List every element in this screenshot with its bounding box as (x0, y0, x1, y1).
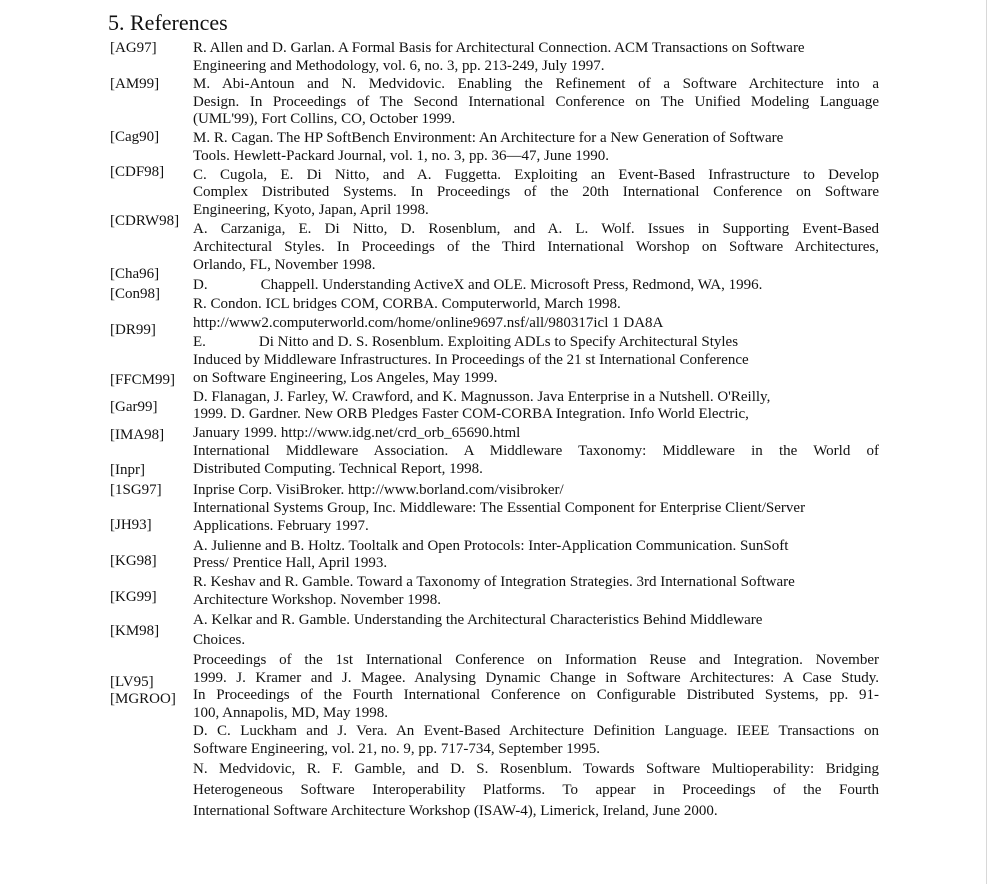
citation-key: [JH93] (110, 517, 152, 533)
citation-key: [Inpr] (110, 462, 145, 478)
reference-line: Orlando, FL, November 1998. (193, 257, 376, 273)
reference-text: Di Nitto and D. S. Rosenblum. Exploiting ADLs to Specify Architectural Styles (258, 334, 739, 350)
citation-key: [AG97] (110, 40, 157, 56)
reference-line: Software Engineering, vol. 21, no. 9, pp. 717-734, September 1995. (193, 741, 601, 757)
reference-line: A. Carzaniga, E. Di Nitto, D. Rosenblum, and A. L. Wolf. Issues in Supporting Event-Based (193, 221, 879, 237)
reference-text: Chappell. Understanding ActiveX and OLE. Microsoft Press, Redmond, WA, 1996. (260, 277, 763, 293)
reference-line: Engineering, Kyoto, Japan, April 1998. (193, 202, 429, 218)
reference-url: Inprise Corp. VisiBroker. http://www.borland.com/visibroker/ (193, 482, 564, 498)
reference-url: January 1999. http://www.idg.net/crd_orb_65690.html (193, 425, 521, 441)
citation-key: [LV95] (110, 674, 154, 690)
reference-line: In Proceedings of the Fourth International Conference on Configurable Distributed Systems, pp. 91- (193, 687, 879, 703)
citation-key: [1SG97] (110, 482, 162, 498)
citation-key: [Cha96] (110, 266, 160, 282)
reference-line: Complex Distributed Systems. In Proceedings of the 20th International Conference on Software (193, 184, 879, 200)
reference-line: D. C. Luckham and J. Vera. An Event-Based Architecture Definition Language. IEEE Transactions on (193, 723, 879, 739)
reference-line: on Software Engineering, Los Angeles, May 1999. (193, 370, 498, 386)
author-initial: E. (193, 334, 206, 350)
reference-line: C. Cugola, E. Di Nitto, and A. Fuggetta. Exploiting an Event-Based Infrastructure to Develop (193, 167, 879, 183)
reference-line: 1999. D. Gardner. New ORB Pledges Faster COM-CORBA Integration. Info World Electric, (193, 406, 749, 422)
citation-key: [KM98] (110, 623, 160, 639)
citation-key: [Cag90] (110, 129, 160, 145)
reference-line: International Middleware Association. A Middleware Taxonomy: Middleware in the World of (193, 443, 879, 459)
reference-line: M. R. Cagan. The HP SoftBench Environment: An Architecture for a New Generation of Software (193, 130, 784, 146)
reference-line: Distributed Computing. Technical Report, 1998. (193, 461, 483, 477)
reference-line: Induced by Middleware Infrastructures. In Proceedings of the 21 st International Conference (193, 352, 749, 368)
citation-key: [KG99] (110, 589, 157, 605)
reference-line: D. Flanagan, J. Farley, W. Crawford, and K. Magnusson. Java Enterprise in a Nutshell. O'Reilly, (193, 389, 771, 405)
citation-key: [Con98] (110, 286, 160, 302)
citation-key: [CDRW98] (110, 213, 180, 229)
reference-line: R. Condon. ICL bridges COM, CORBA. Computerworld, March 1998. (193, 296, 621, 312)
author-initial: D. (193, 277, 208, 293)
reference-line: Press/ Prentice Hall, April 1993. (193, 555, 388, 571)
reference-line: R. Keshav and R. Gamble. Toward a Taxonomy of Integration Strategies. 3rd International Software (193, 574, 795, 590)
reference-line: International Software Architecture Workshop (ISAW-4), Limerick, Ireland, June 2000. (193, 803, 718, 819)
page-edge-divider (986, 0, 987, 884)
citation-key: [FFCM99] (110, 372, 176, 388)
citation-key: [KG98] (110, 553, 157, 569)
reference-line: 1999. J. Kramer and J. Magee. Analysing Dynamic Change in Software Architectures: A Case Study. (193, 670, 879, 686)
citation-key: [DR99] (110, 322, 156, 338)
reference-line: 100, Annapolis, MD, May 1998. (193, 705, 388, 721)
reference-line: Applications. February 1997. (193, 518, 369, 534)
reference-line: N. Medvidovic, R. F. Gamble, and D. S. Rosenblum. Towards Software Multioperability: Bridging (193, 761, 879, 777)
reference-line: Design. In Proceedings of The Second International Conference on The Unified Modeling Language (193, 94, 879, 110)
reference-line: R. Allen and D. Garlan. A Formal Basis for Architectural Connection. ACM Transactions on Software (193, 40, 805, 56)
reference-line: Choices. (193, 632, 246, 648)
citation-key: [CDF98] (110, 164, 165, 180)
reference-line (193, 276, 762, 294)
reference-line: M. Abi-Antoun and N. Medvidovic. Enabling the Refinement of a Software Architecture into a (193, 76, 879, 92)
reference-line: Heterogeneous Software Interoperability Platforms. To appear in Proceedings of the Fourth (193, 782, 879, 798)
section-heading: 5. References (108, 10, 228, 35)
reference-line: Architectural Styles. In Proceedings of the Third International Worshop on Software Architectures, (193, 239, 879, 255)
reference-line (193, 333, 738, 351)
citation-key: [IMA98] (110, 427, 165, 443)
citation-key: [AM99] (110, 76, 160, 92)
reference-line: Tools. Hewlett-Packard Journal, vol. 1, no. 3, pp. 36—47, June 1990. (193, 148, 609, 164)
reference-line: (UML'99), Fort Collins, CO, October 1999. (193, 111, 456, 127)
reference-line: International Systems Group, Inc. Middleware: The Essential Component for Enterprise Client/Server (193, 500, 806, 516)
citation-key: [MGROO] (110, 691, 176, 707)
reference-url: http://www2.computerworld.com/home/online9697.nsf/all/980317icl 1 DA8A (193, 315, 664, 331)
citation-key: [Gar99] (110, 399, 158, 415)
reference-line: Engineering and Methodology, vol. 6, no. 3, pp. 213-249, July 1997. (193, 58, 605, 74)
reference-line: Proceedings of the 1st International Conference on Information Reuse and Integration. November (193, 652, 879, 668)
reference-line: A. Julienne and B. Holtz. Tooltalk and Open Protocols: Inter-Application Communication. SunSoft (193, 538, 789, 554)
reference-line: Architecture Workshop. November 1998. (193, 592, 442, 608)
reference-line: A. Kelkar and R. Gamble. Understanding the Architectural Characteristics Behind Middleware (193, 612, 763, 628)
